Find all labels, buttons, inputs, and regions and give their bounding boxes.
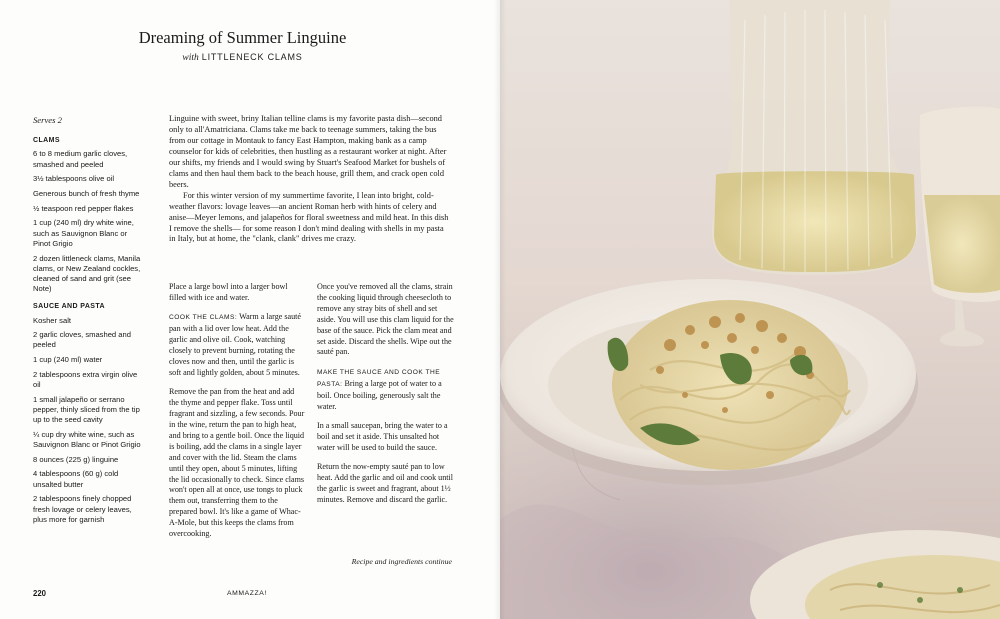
method-column-2 — [317, 282, 455, 514]
ingredient-group-sauce — [33, 302, 141, 525]
method-paragraph: Remove the pan from the heat and add the thyme and pepper flake. Toss until fragrant and sizzling, a few seconds. Pour in the wine, return the pan to high heat, and bring to a gentle boil. Once the liquid is boiling, add the clams in a single layer and cover with the lid. Steam the clams until they open, about 5 minutes, lifting the lid occasionally to check. Since clams won't open all at once, use tongs to pluck them out, transferring them to the prepared bowl. It's like a game of Whac-A-Mole, but this keeps the clams from overcooking. — [169, 387, 305, 539]
book-gutter — [494, 0, 506, 619]
ingredient-item: ½ teaspoon red pepper flakes — [33, 203, 134, 213]
ingredient-item: 2 garlic cloves, smashed and peeled — [33, 330, 131, 350]
recipe-subtitle — [0, 52, 485, 63]
subtitle-with: with — [182, 53, 199, 63]
method-paragraph — [169, 312, 305, 378]
ingredient-item: 1 cup (240 ml) water — [33, 355, 103, 365]
step-heading: COOK THE CLAMS: — [169, 314, 238, 322]
food-photo — [500, 0, 1000, 619]
ingredient-item: 2 tablespoons extra virgin olive oil — [33, 369, 138, 390]
method-column-1 — [169, 282, 305, 548]
ingredient-item: Kosher salt — [33, 315, 71, 325]
recipe-title: Dreaming of Summer Linguine — [138, 28, 347, 47]
ingredient-item: 1 small jalapeño or serrano pepper, thinly sliced from the tip up to the seed cavity — [33, 394, 140, 425]
ingredient-item: 3½ tablespoons olive oil — [33, 174, 115, 184]
serves-line: Serves 2 — [33, 115, 62, 125]
ingredient-item: 1 cup (240 ml) dry white wine, such as Sauvignon Blanc or Pinot Grigio — [33, 218, 134, 248]
continue-note: Recipe and ingredients continue — [351, 557, 452, 566]
ingredient-item: Generous bunch of fresh thyme — [33, 189, 140, 199]
ingredient-item: 6 to 8 medium garlic cloves, smashed and peeled — [33, 149, 128, 169]
step-heading: MAKE THE SAUCE AND COOK THE PASTA: — [317, 368, 441, 388]
ingredient-item: 4 tablespoons (60 g) cold unsalted butter — [33, 469, 119, 489]
ingredient-item: 8 ounces (225 g) linguine — [33, 454, 119, 464]
headnote-paragraph: Linguine with sweet, briny Italian telline clams is my favorite pasta dish—second only to all'Amatriciana. Clams take me back to teenage summers, taking the bus from our cottage in Montauk to fancy East Hampton, making bank as a camp counselor for kids of celebrities, then hustling as a restaurant worker at night. After our shifts, my friends and I would swing by Stuart's Seafood Market for bushels of clams and then haul them back to the beach house, grill them, and crack open cold beers. — [169, 114, 447, 189]
step-text: Warm a large sauté pan with a lid over low heat. Add the garlic and olive oil. Cook, watching closely to prevent burning, rotating the cloves now and then, until the garlic is soft and lightly golden, about 5 minutes. — [169, 312, 301, 377]
running-head: AMMAZZA! — [227, 590, 267, 597]
ingredient-group-clams — [33, 136, 141, 294]
method-paragraph: Once you've removed all the clams, strain the cooking liquid through cheesecloth to remove any stray bits of shell and set aside. You will use this clam liquid for the base of the sauce. Pick the clam meat and set aside. Discard the shells. Wipe out the sauté pan. — [317, 282, 454, 357]
page-number: 220 — [33, 589, 47, 598]
ingredient-heading: CLAMS — [33, 137, 60, 145]
method-paragraph — [317, 367, 455, 413]
food-photo-illustration — [500, 0, 1000, 619]
subtitle-name: LITTLENECK CLAMS — [201, 52, 303, 62]
ingredient-item: ¼ cup dry white wine, such as Sauvignon Blanc or Pinot Grigio — [33, 429, 141, 450]
ingredient-list — [33, 115, 141, 533]
ingredient-item: 2 dozen littleneck clams, Manila clams, or New Zealand cockles, cleaned of sand and grit (see Note) — [33, 253, 141, 294]
headnote-paragraph: For this winter version of my summertime favorite, I lean into bright, cold-weather flavors: lovage leaves—an ancient Roman herb with hints of celery and anise—Meyer lemons, and jalapeños for floral sweetness and mild heat. In this dish I remove the shells— for some reason I don't mind dealing with shells in my pasta in Italy, but at home, the "clank, clank" drives me crazy. — [169, 190, 449, 244]
method-paragraph: Place a large bowl into a larger bowl filled with ice and water. — [169, 282, 288, 302]
headnote — [169, 114, 451, 245]
ingredient-item: 2 tablespoons finely chopped fresh lovage or celery leaves, plus more for garnish — [33, 494, 132, 524]
method-paragraph: In a small saucepan, bring the water to a boil and set it aside. This unsalted hot water will be used to build the sauce. — [317, 420, 448, 452]
step-text: Bring a large pot of water to a boil. Once boiling, generously salt the water. — [317, 378, 442, 411]
method-paragraph: Return the now-empty sauté pan to low heat. Add the garlic and oil and cook until the garlic is sweet and fragrant, about 1½ minutes. Remove and discard the garlic. — [317, 462, 453, 504]
ingredient-heading: SAUCE AND PASTA — [33, 303, 105, 311]
